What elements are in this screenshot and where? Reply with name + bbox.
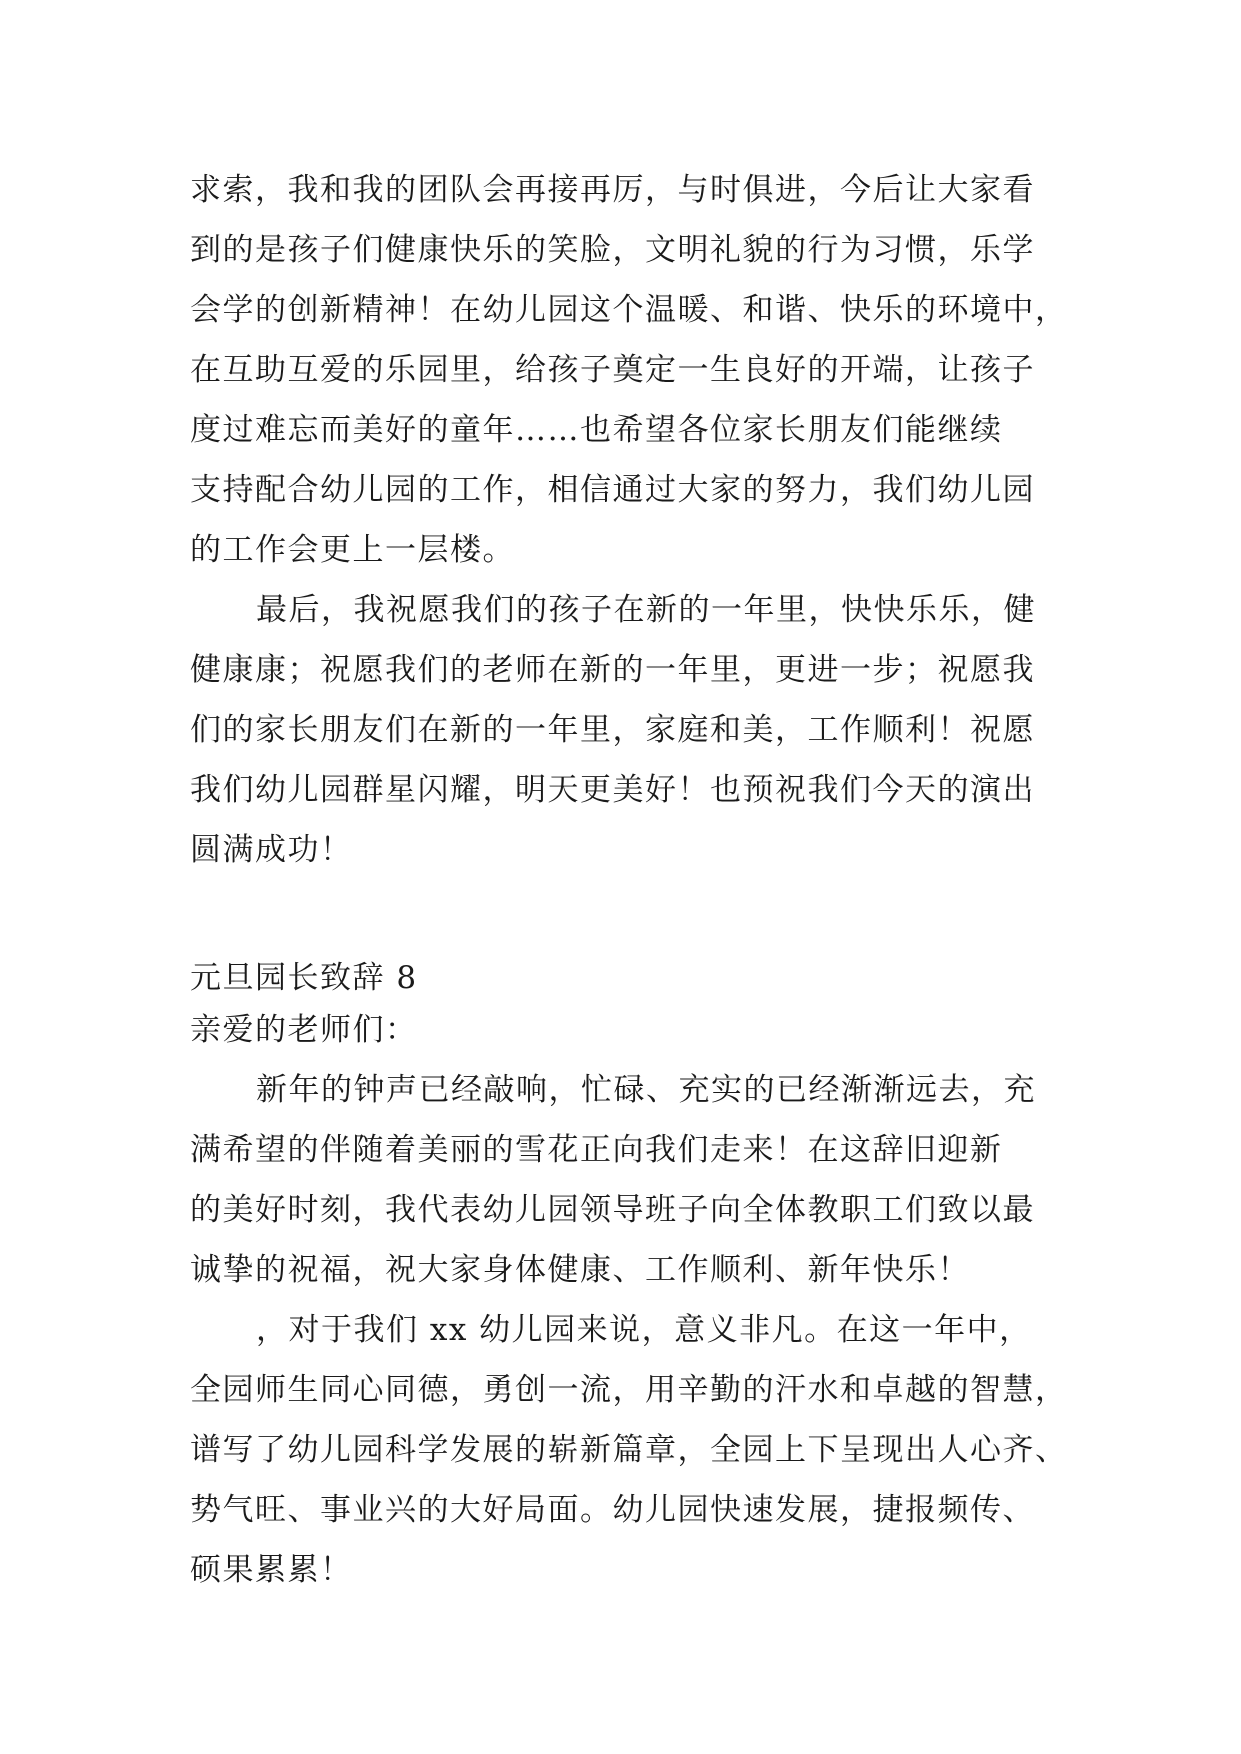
text-line: 健康康；祝愿我们的老师在新的一年里，更进一步；祝愿我 — [190, 652, 1035, 688]
text-line: 会学的创新精神！在幼儿园这个温暖、和谐、快乐的环境中， — [190, 292, 1068, 328]
paragraph-top-1 — [190, 160, 1068, 580]
text-line: 们的家长朋友们在新的一年里，家庭和美，工作顺利！祝愿 — [190, 712, 1035, 748]
paragraph-bottom-1 — [190, 1060, 1050, 1300]
text-line: ，对于我们 xx 幼儿园来说，意义非凡。在这一年中， — [256, 1312, 1032, 1348]
paragraph-top-2 — [190, 580, 1050, 880]
section-header — [190, 952, 1050, 1056]
salutation: 亲爱的老师们： — [190, 1012, 418, 1048]
text-line: 到的是孩子们健康快乐的笑脸，文明礼貌的行为习惯，乐学 — [190, 232, 1035, 268]
text-line: 诚挚的祝福，祝大家身体健康、工作顺利、新年快乐！ — [190, 1252, 970, 1288]
text-line: 求索，我和我的团队会再接再厉，与时俱进，今后让大家看 — [190, 172, 1035, 208]
paragraph-bottom-2 — [190, 1300, 1068, 1600]
text-line: 新年的钟声已经敲响，忙碌、充实的已经渐渐远去，充 — [256, 1072, 1036, 1108]
section-title: 元旦园长致辞 8 — [190, 960, 418, 996]
text-line: 圆满成功！ — [190, 832, 353, 868]
document-body — [190, 160, 1068, 1600]
text-line: 满希望的伴随着美丽的雪花正向我们走来！在这辞旧迎新 — [190, 1132, 1003, 1168]
text-line: 在互助互爱的乐园里，给孩子奠定一生良好的开端，让孩子 — [190, 352, 1035, 388]
text-line: 最后，我祝愿我们的孩子在新的一年里，快快乐乐，健 — [256, 592, 1036, 628]
text-line: 的工作会更上一层楼。 — [190, 532, 515, 568]
section-spacer — [190, 880, 1050, 952]
text-line: 谱写了幼儿园科学发展的崭新篇章，全园上下呈现出人心齐、 — [190, 1432, 1068, 1468]
text-line: 支持配合幼儿园的工作，相信通过大家的努力，我们幼儿园 — [190, 472, 1035, 508]
text-line: 度过难忘而美好的童年……也希望各位家长朋友们能继续 — [190, 412, 1003, 448]
text-line: 我们幼儿园群星闪耀，明天更美好！也预祝我们今天的演出 — [190, 772, 1035, 808]
text-line: 全园师生同心同德，勇创一流，用辛勤的汗水和卓越的智慧， — [190, 1372, 1068, 1408]
text-line: 硕果累累！ — [190, 1552, 353, 1588]
text-line: 的美好时刻，我代表幼儿园领导班子向全体教职工们致以最 — [190, 1192, 1035, 1228]
text-line: 势气旺、事业兴的大好局面。幼儿园快速发展，捷报频传、 — [190, 1492, 1035, 1528]
